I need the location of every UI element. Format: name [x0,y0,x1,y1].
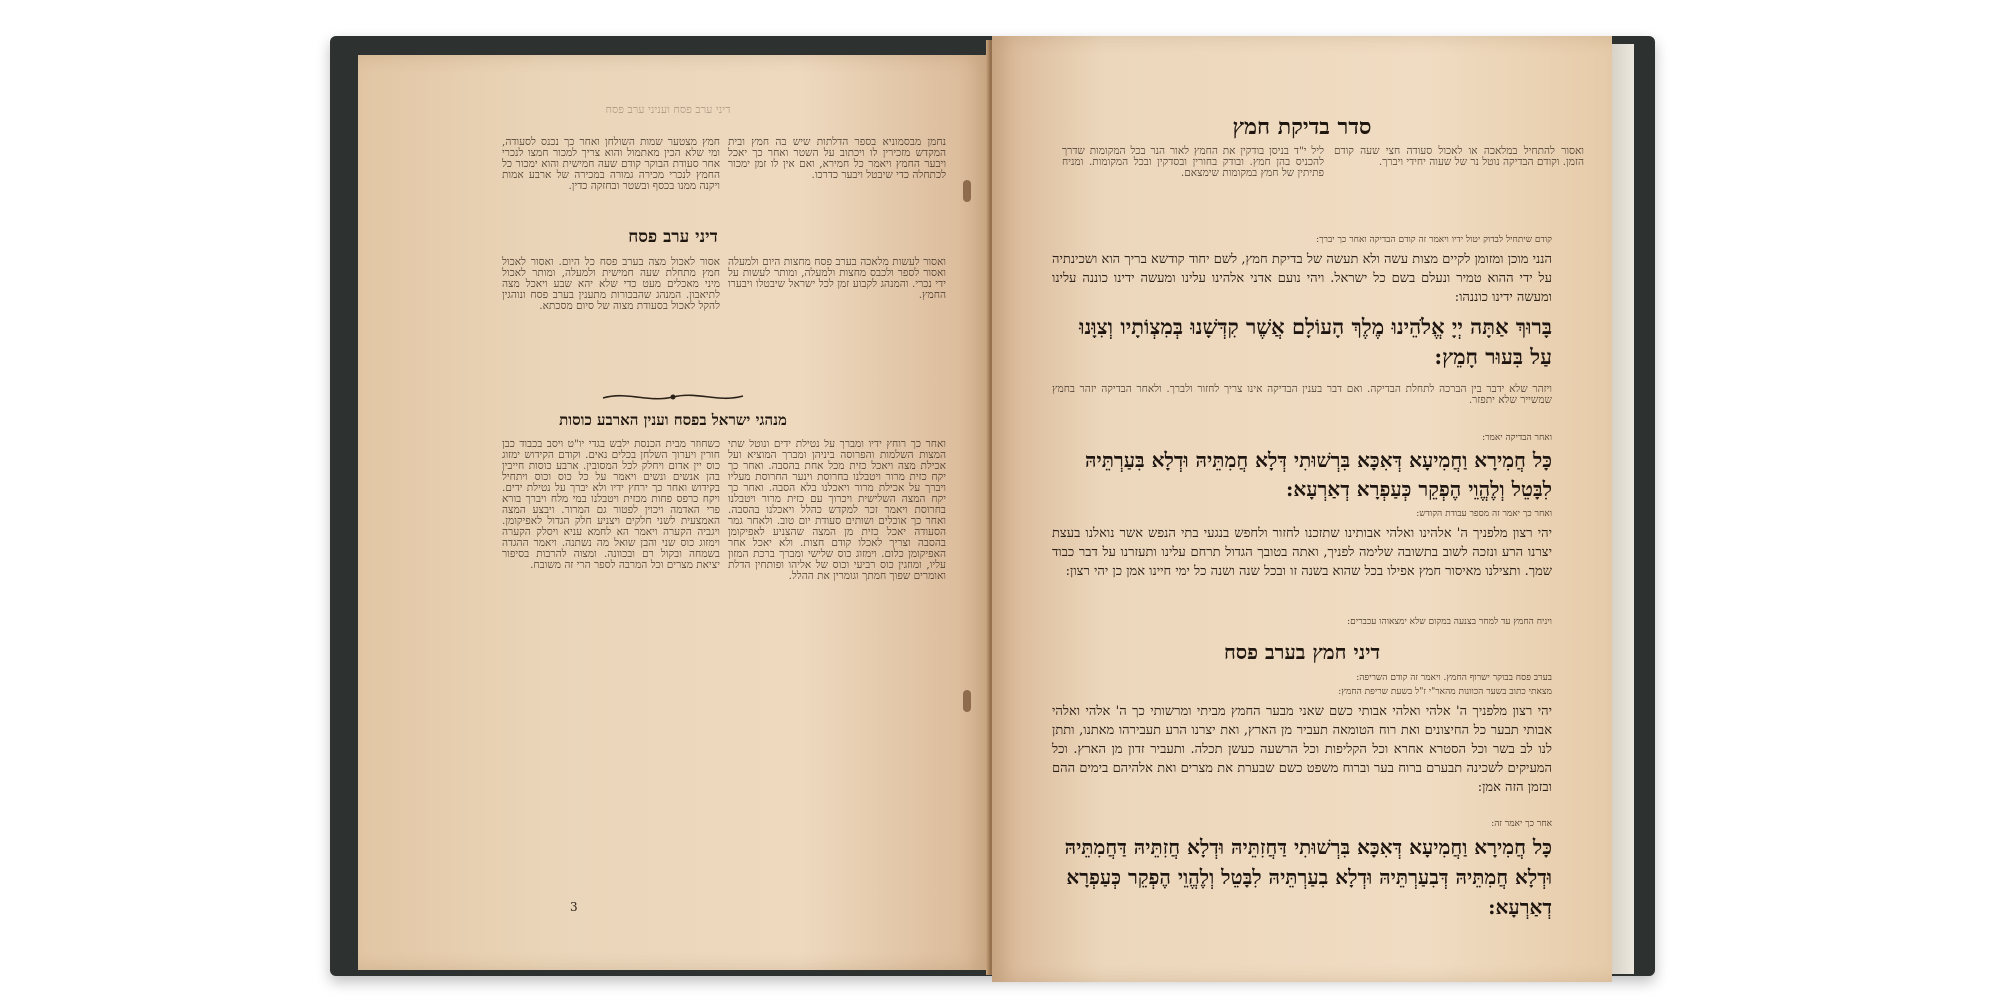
note-shaar-hakavanot: מצאתי כתוב בשער הכוונות מהאר"י ז"ל בשעת שריפת החמץ: [1338,687,1552,697]
right-intro-column-left: ואסור להתחיל במלאכה או לאכול סעודה חצי שעה קודם הזמן. וקודם הבדיקה נוטל נר של שעוה יחידי ויברך. [1334,145,1584,168]
left-section2-title: מנהגי ישראל בפסח וענין הארבע כוסות [559,411,787,429]
left-section2-column-left: ואחר כך רוחץ ידיו ומברך על נטילת ידים ונוטל שתי המצות השלמות והפרוסה ביניהן ומברך המוציא ועל אכילת מצה ויאכל כזית מכל אחת בהסבה. ואחר כך יקח כזית מרור ויטבלנו בחרוסת וינער החרוסת מעליו ויברך על אכילת מרור ויאכלנו בלא הסבה. ואחר כך יקח המצה השלישית ויכרוך עם כזית מרור ויטבלנו בחרוסת ויאמר זכר למקדש כהלל ויאכלנו בהסבה. ואחר כך אוכלים ושותים סעודת יום טוב. ולאחר גמר הסעודה יאכל כזית מן המצה שהצניע לאפיקומן בהסבה וצריך לאכלו קודם חצות. ולא יאכל אחר האפיקומן כלום. וימזוג כוס שלישי ומברך ברכת המזון עליו, ומוזגין כוס רביעי וכוס של אליהו ופותחין הדלת ואומרים שפוך חמתך וגומרין את ההלל. [728,439,946,582]
note-then-say: אחר כך יאמר זה: [1491,819,1552,829]
blessing-text: בָּרוּךְ אַתָּה יְיָ אֱלֹהֵינוּ מֶלֶךְ הָעוֹלָם אֲשֶׁר קִדְּשָׁנוּ בְּמִצְוֹתָיו וְצִוָּנוּ עַל בִּעוּר חָמֵץ: [1079,314,1552,369]
kol-chamira-first: כָּל חֲמִירָא וַחֲמִיעָא דְּאִכָּא בִּרְשׁוּתִי דְּלָא חֲמִתֵּיהּ וּדְלָא בִּעַרְתֵּיהּ לִבָּטֵל וְלֶהֱוֵי הֶפְקֵר כְּעַפְרָא דְאַרְעָא: [1084,448,1552,501]
right-page-title: סדר בדיקת חמץ [1232,114,1372,140]
yehi-ratzon-first: יהי רצון מלפניך ה' אלהינו ואלהי אבותינו שתזכנו לחזור ולחפש בנגעי בתי הנפש אשר נואלנו בעצת יצרנו הרע ונזכה לשוב בתשובה שלימה לפניך, ואתה בטובך הגדול תרחם עלינו ותעזרנו על דבר כבוד שמך. ותצילנו מאיסור חמץ אפילו בכל שהוא בשנה זו ובכל שנה ושנה כל ימי חיינו אמן כן יהי רצון: [1052,526,1552,579]
note-store-chametz: ויניח החמץ עד למחר בצנעה במקום שלא ימצאוהו עכברים: [1347,617,1552,627]
left-top-column-left: נחמן מבסמוניא בספר הדלתות שיש בה חמץ ובית המקדש מזכירין לו ויכתוב על השטר ואחר כך יאכל ויבער החמץ ויאמר כל חמירא, ואם אין לו זמן ימכור לכתחלה כדי שיבטל ויבער כדרכו. [728,136,946,181]
right-section-title: דיני חמץ בערב פסח [1223,640,1381,664]
note-burning-morning: בערב פסח בבוקר ישרוף החמץ. ויאמר זה קודם השריפה: [1356,673,1552,683]
left-page [358,55,988,970]
right-page [992,36,1612,982]
hineni-prayer: הנני מוכן ומזומן לקיים מצות עשה ולא תעשה של בדיקת חמץ, לשם יחוד קודשא בריך הוא ושכינתיה על ידי ההוא טמיר ונעלם בשם כל ישראל. ויהי נועם אדני אלהינו עלינו ומעשה ידינו כוננה עלינו ומעשה ידינו כוננהו: [1052,252,1552,305]
binding-thread [963,690,971,712]
note-after-blessing: ויזהר שלא ידבר בין הברכה לתחלת הבדיקה. ואם דבר בענין הבדיקה אינו צריך לחזור ולברך. ולאחר הבדיקה יזהר בחמץ שמשייר שלא יתפזר. [1052,383,1552,406]
ornament-divider [598,389,748,405]
left-section1-column-right: אסור לאכול מצה בערב פסח כל היום. ואסור לאכול חמץ מתחלת שעה חמישית ולמעלה, ומותר לאכול מיני מאכלים מעט כדי שלא יהא שבע ויאכל מצה לתיאבון. המנהג שהבכורות מתענין בערב פסח ונוהגין להקל לאכול בסעודת מצוה של סיום מסכתא. [502,256,720,312]
note-before-check: קודם שיתחיל לבדוק יטול ידיו ויאמר זה קודם הבדיקה ואחר כך יברך: [1316,235,1552,245]
binding-thread [963,180,971,202]
left-running-head: דיני ערב פסח ועניני ערב פסח [605,103,731,116]
left-section2-column-right: כשחוזר מבית הכנסת ילבש בגדי יו"ט ויסב בכבוד כבן חורין ויערוך השלחן בכלים נאים. וקודם הקידוש ימזוג כוס יין אדום ויחלק לכל המסובין. ארבע כוסות חייבין בהן אנשים ונשים ויאמר על כל כוס וכוס ויתחיל בקידוש ואחר כך ירחץ ידיו ולא יברך על נטילת ידים. ויקח כרפס פחות מכזית ויטבלנו במי מלח ויברך בורא פרי האדמה ויכוין לפטור גם המרור. ויבצע המצה האמצעית לשני חלקים ויצניע חלק הגדול לאפיקומן. ויגביה הקערה ויאמר הא לחמא עניא ויסלק הקערה וימזוג כוס שני והבן שואל מה נשתנה. ויאמר ההגדה בשמחה ובקול רם ובכוונה. ומצוה להרבות בסיפור יציאת מצרים וכל המרבה לספר הרי זה משובח. [502,439,720,571]
kol-chamira-second: כָּל חֲמִירָא וַחֲמִיעָא דְּאִכָּא בִּרְשׁוּתִי דַּחֲזִתֵּיהּ וּדְלָא חֲזִתֵּיהּ דַּחֲמִתֵּיהּ וּדְלָא חֲמִתֵּיהּ דְּבִעַרְתֵּיהּ וּדְלָא בִעַרְתֵּיהּ לִבָּטֵל וְלֶהֱוֵי הֶפְקֵר כְּעַפְרָא דְאַרְעָא: [1064,835,1552,919]
left-page-number: 3 [570,900,578,914]
note-avodat-hakodesh: ואחר כך יאמר זה מספר עבודת הקודש: [1416,509,1552,519]
left-top-column-right: חמץ מצטער שמות השולחן ואחר כך נכנס לסעודה, ומי שלא הכין מאתמול והוא צריך למכור חמצו לנכרי אחר סעודת הבוקר קודם שעה חמישית והוא ימכור כל החמץ לנכרי מכירה גמורה במכירה של ארבע אמות ויקנה ממנו בכסף ובשטר ובחזקה כדין. [502,136,720,192]
yehi-ratzon-second: יהי רצון מלפניך ה' אלהי ואלהי אבותי כשם שאני מבער החמץ מביתי ומרשותי כך ה' אלהי ואלהי אבותי תבער כל החיצונים ואת רוח הטומאה תעביר מן הארץ, ואת יצרנו הרע תעבירהו מאתנו, ותתן לנו לב בשר וכל הסטרא אחרא וכל הקליפות וכל הרשעה כעשן תכלה. ותעביר זדון מן הארץ. וכל המעיקים לשכינה תבערם ברוח בער וברוח משפט כשם שבערת את מצרים ואת אלהיהם בימים ההם ובזמן הזה אמן: [1052,704,1552,795]
left-section1-column-left: ואסור לעשות מלאכה בערב פסח מחצות היום ולמעלה ואסור לספר ולכבס מחצות ולמעלה, ומותר לעשות על ידי נכרי. והמנהג לקבוע זמן לכל ישראל שיבטלו ויבערו החמץ. [728,256,946,301]
page-edges [1612,44,1634,974]
right-intro-column-right: ליל י"ד בניסן בודקין את החמץ לאור הנר בכל המקומות שדרך להכניס בהן חמץ. ובודק בחורין ובסדקין ובכל המקומות. ומניח פתיתין של חמץ במקומות שימצאם. [1062,145,1324,179]
left-section-title: דיני ערב פסח [628,227,718,247]
note-after-check: ואחר הבדיקה יאמר: [1482,433,1552,443]
